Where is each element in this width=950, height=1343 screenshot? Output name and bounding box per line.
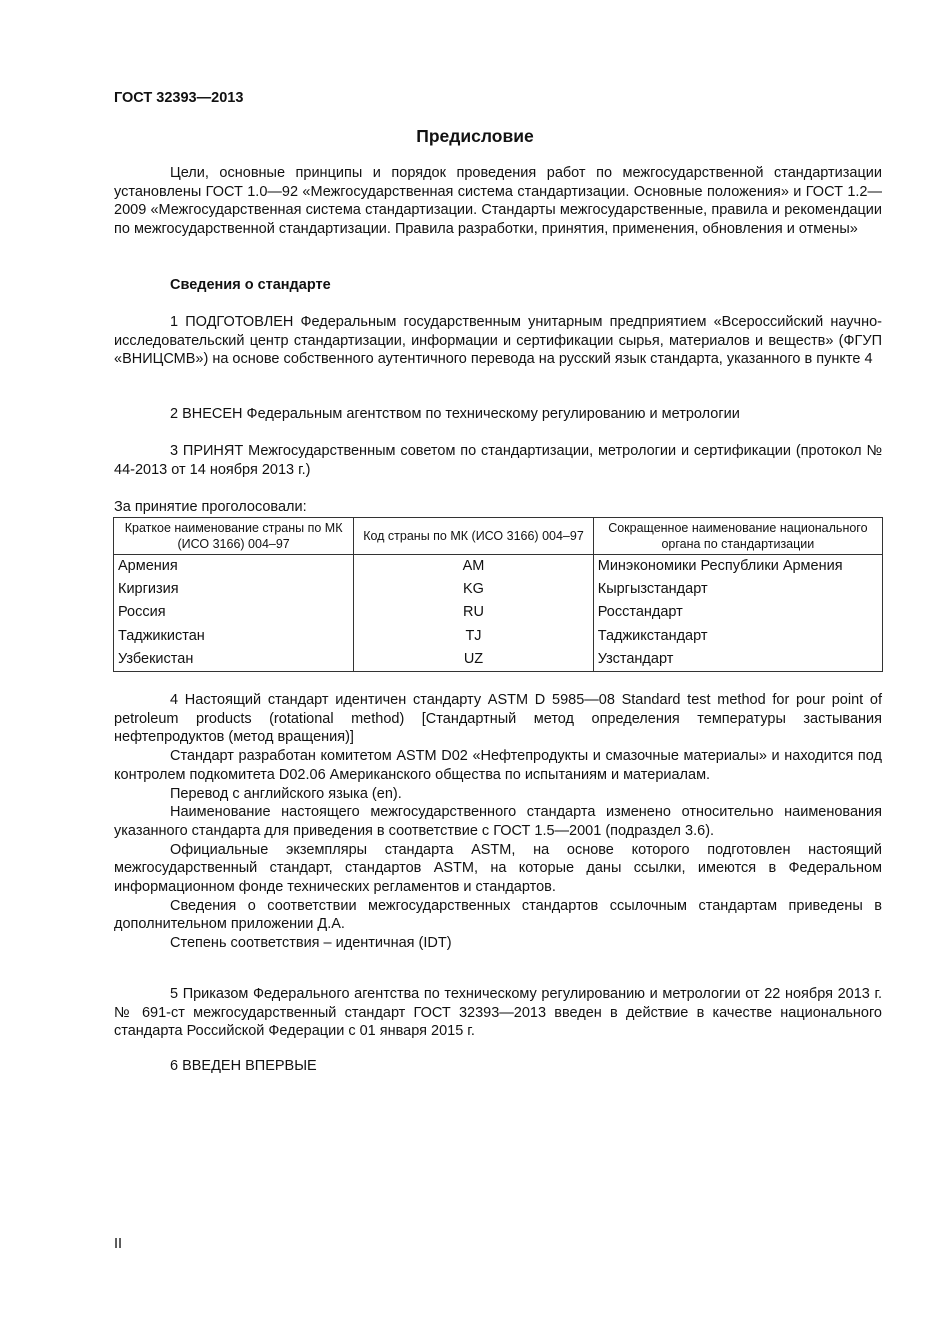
- code-cell: AM: [354, 555, 594, 579]
- table-header-row: [114, 518, 883, 555]
- item-2: [114, 405, 882, 424]
- code-cell: RU: [354, 601, 594, 624]
- table-row: [114, 555, 883, 579]
- item-4-para-7: Степень соответствия – идентичная (IDT): [170, 935, 452, 952]
- item-4-para-1: 4 Настоящий стандарт идентичен стандарту ASTM D 5985—08 Standard test method for pour point of petroleum products (rotational method) [Стандартный метод определения температуры застывания нефтепродуктов (метод вращения)]: [114, 692, 882, 746]
- body-cell: Кыргызстандарт: [593, 578, 882, 601]
- table-row: [114, 625, 883, 648]
- page-title: Предисловие: [416, 126, 534, 146]
- table-row: [114, 601, 883, 624]
- item-1: [114, 313, 882, 369]
- item-5-text: 5 Приказом Федерального агентства по техническому регулированию и метрологии от 22 ноября 2013 г. № 691-ст межгосударственный стандарт ГОСТ 32393—2013 введен в действие в качестве национального стандарта Российской Федерации с 01 января 2015 г.: [114, 986, 882, 1040]
- item-3: [114, 442, 882, 479]
- document-code: ГОСТ 32393—2013: [114, 90, 244, 106]
- item-4-para-3: Перевод с английского языка (en).: [170, 785, 402, 802]
- code-cell: TJ: [354, 625, 594, 648]
- subheading-text: Сведения о стандарте: [170, 277, 331, 293]
- body-cell: Таджикстандарт: [593, 625, 882, 648]
- item-6: [114, 1057, 882, 1076]
- country-cell: Киргизия: [114, 578, 354, 601]
- body-cell: Росстандарт: [593, 601, 882, 624]
- votes-caption: За принятие проголосовали:: [114, 499, 307, 515]
- subheading: [114, 276, 882, 295]
- item-4-para-2: Стандарт разработан комитетом ASTM D02 «Нефтепродукты и смазочные материалы» и находится под контролем подкомитета D02.06 Американского общества по испытаниям и материалам.: [114, 748, 882, 783]
- item-1-text: 1 ПОДГОТОВЛЕН Федеральным государственным унитарным предприятием «Всероссийский научно-исследовательский центр стандартизации, информации и сертификации сырья, материалов и веществ» (ФГУП «ВНИЦСМВ») на основе собственного аутентичного перевода на русский язык стандарта, указанного в пункте 4: [114, 314, 882, 368]
- item-5: [114, 985, 882, 1041]
- country-cell: Россия: [114, 601, 354, 624]
- country-cell: Узбекистан: [114, 648, 354, 672]
- page-number: II: [114, 1236, 123, 1252]
- body-cell: Узстандарт: [593, 648, 882, 672]
- item-4-para-4: Наименование настоящего межгосударственного стандарта изменено относительно наименования указанного стандарта для приведения в соответствие с ГОСТ 1.5—2001 (подраздел 3.6).: [114, 804, 882, 839]
- item-4-para-6: Сведения о соответствии межгосударственных стандартов ссылочным стандартам приведены в дополнительном приложении Д.А.: [114, 897, 882, 933]
- table-row: [114, 578, 883, 601]
- table-header-code: Код страны по МК (ИСО 3166) 004–97: [354, 518, 594, 555]
- country-cell: Таджикистан: [114, 625, 354, 648]
- code-cell: UZ: [354, 648, 594, 672]
- table-row: [114, 648, 883, 672]
- intro-text: Цели, основные принципы и порядок проведения работ по межгосударственной стандартизации установлены ГОСТ 1.0—92 «Межгосударственная система стандартизации. Основные положения» и ГОСТ 1.2—2009 «Межгосударственная система стандартизации. Стандарты межгосударственные, правила и рекомендации по межгосударственной стандартизации. Правила разработки, принятия, применения, обновления и отмены»: [114, 165, 882, 238]
- item-4: [114, 691, 882, 953]
- code-cell: KG: [354, 578, 594, 601]
- table-header-body: Сокращенное наименование национального органа по стандартизации: [593, 518, 882, 555]
- item-3-text: 3 ПРИНЯТ Межгосударственным советом по стандартизации, метрологии и сертификации (протокол № 44-2013 от 14 ноября 2013 г.): [114, 443, 882, 478]
- item-4-para-5: Официальные экземпляры стандарта ASTM, на основе которого подготовлен настоящий межгосударственный стандарт, стандартов ASTM, на которые даны ссылки, имеются в Федеральном информационном фонде технических регламентов и стандартов.: [114, 841, 882, 896]
- item-2-text: 2 ВНЕСЕН Федеральным агентством по техническому регулированию и метрологии: [170, 406, 740, 422]
- intro-paragraph: [114, 164, 882, 239]
- country-cell: Армения: [114, 555, 354, 579]
- votes-table: [113, 517, 883, 672]
- item-6-text: 6 ВВЕДЕН ВПЕРВЫЕ: [170, 1058, 317, 1074]
- body-cell: Минэкономики Республики Армения: [593, 555, 882, 579]
- table-header-country: Краткое наименование страны по МК (ИСО 3166) 004–97: [114, 518, 354, 555]
